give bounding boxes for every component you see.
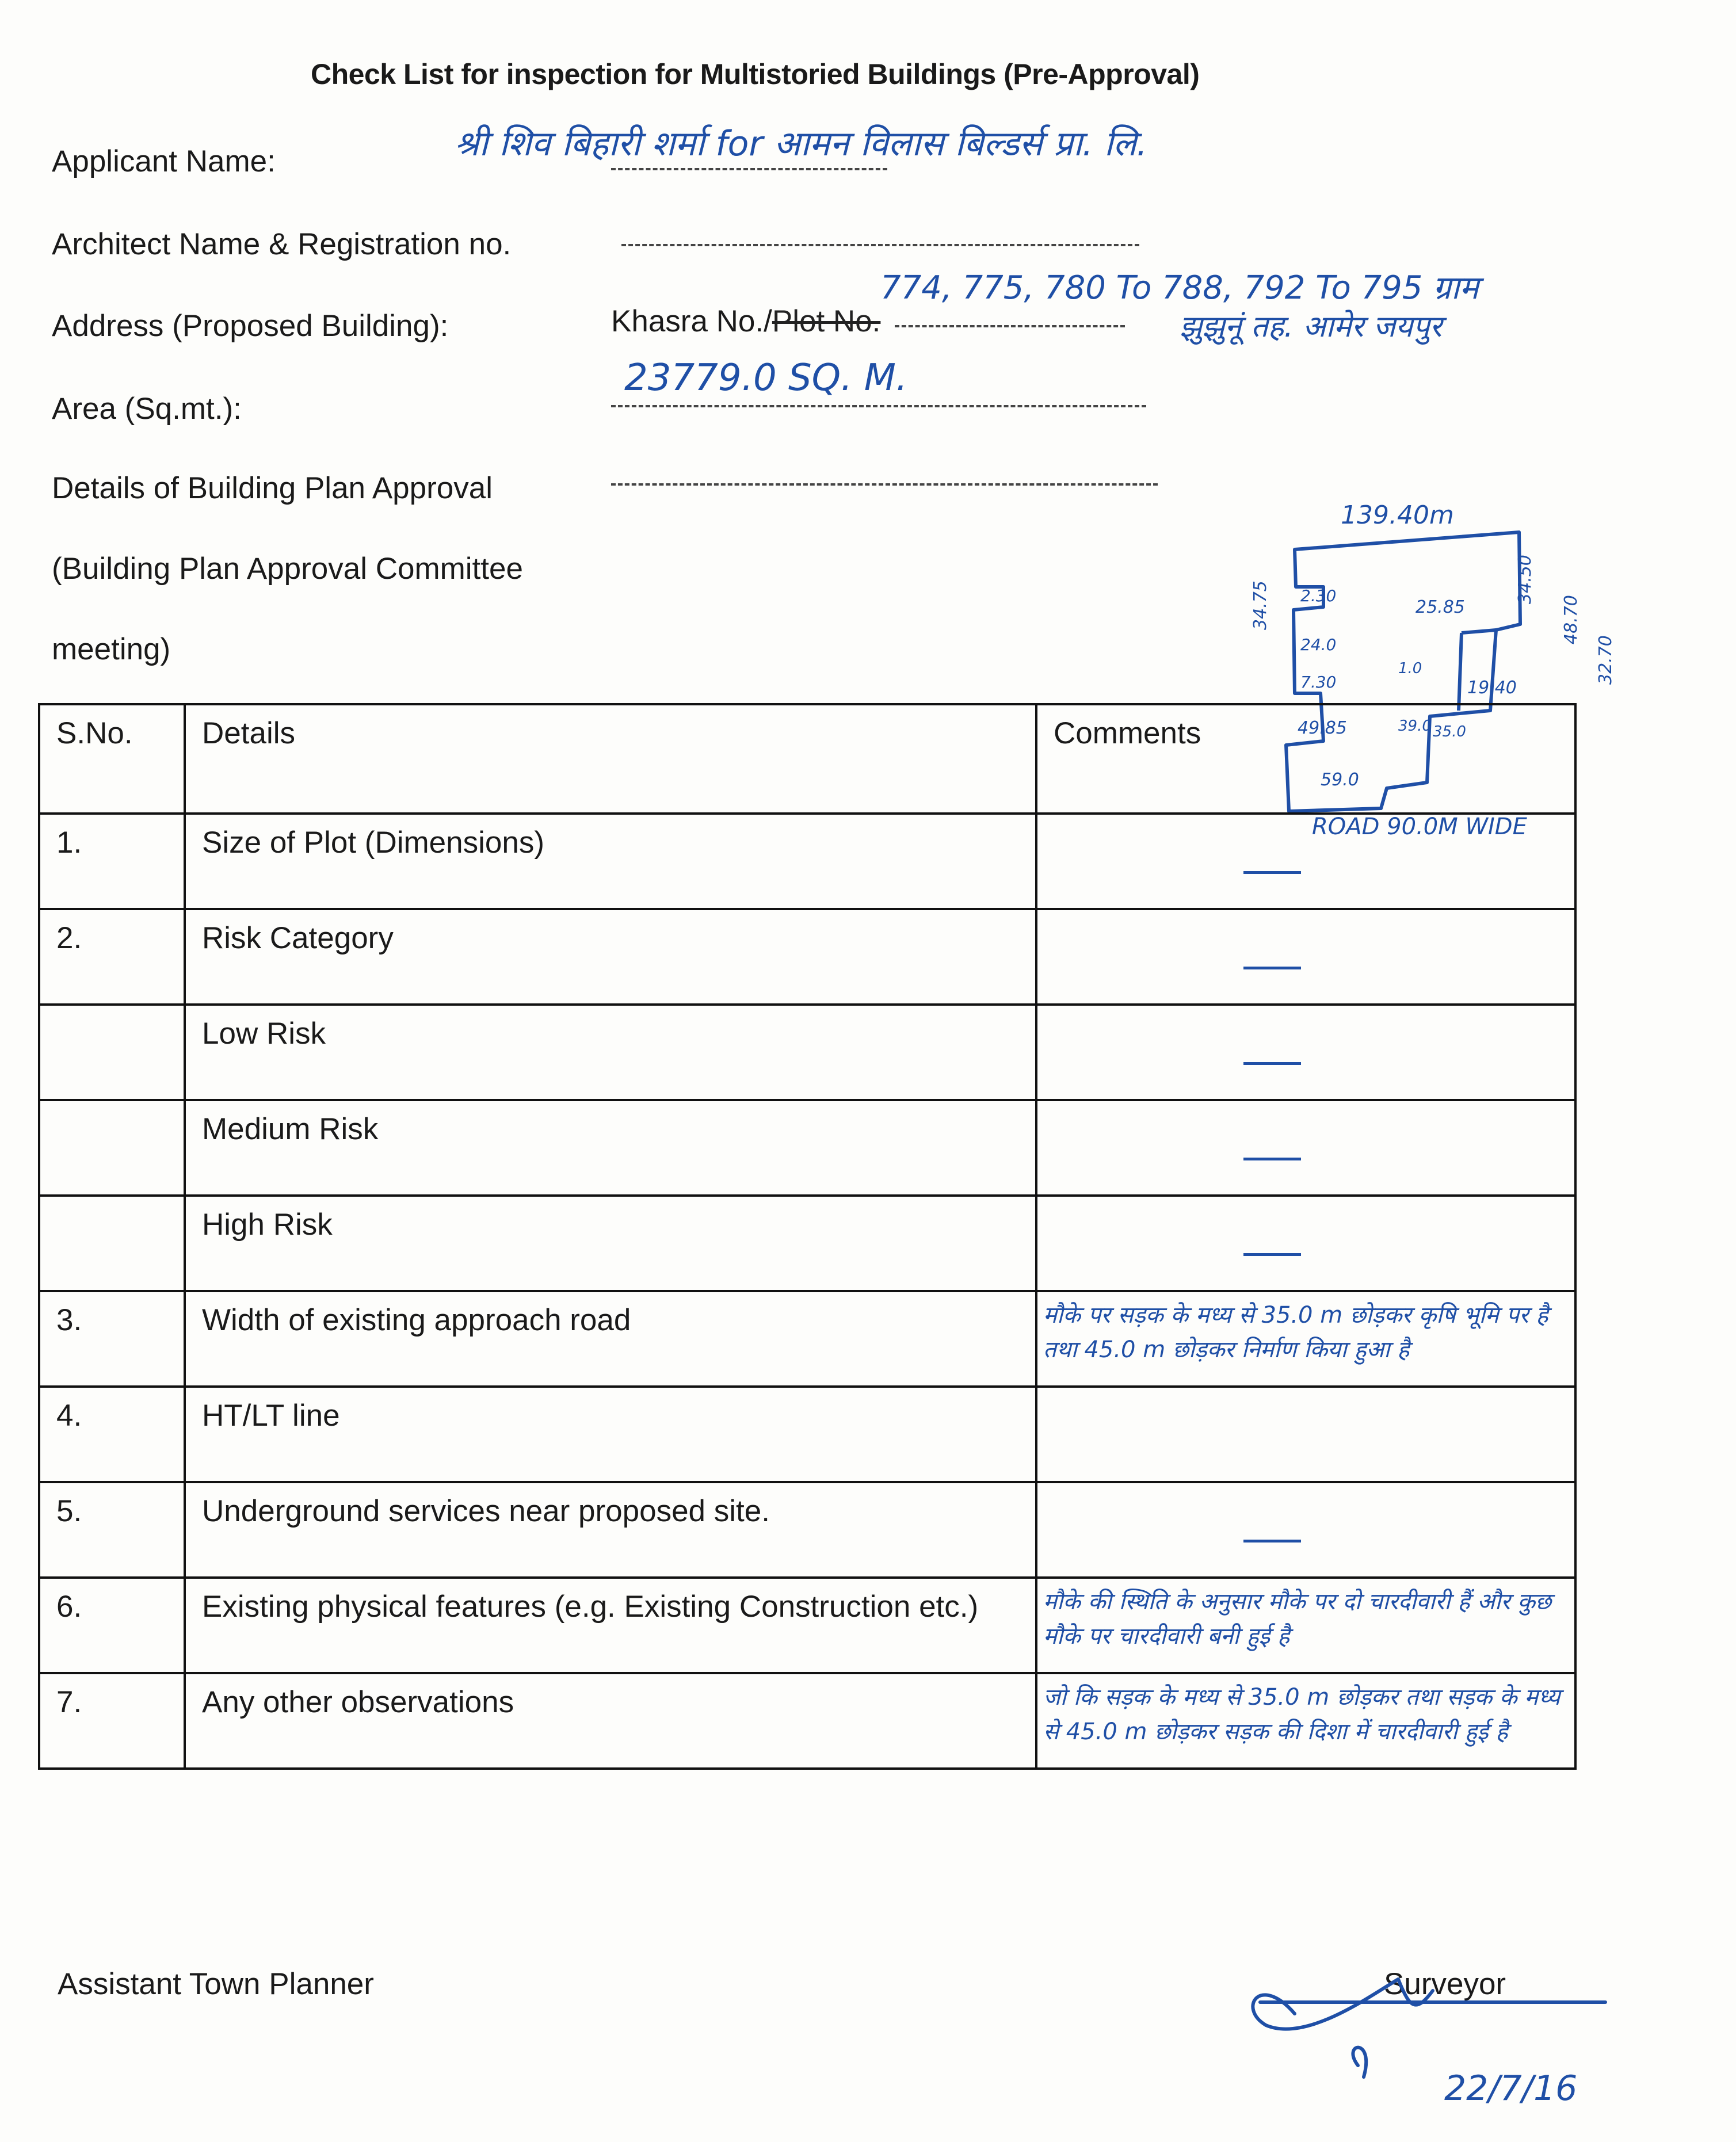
row-details: Medium Risk (185, 1100, 1036, 1196)
row-sno: 4. (39, 1387, 185, 1482)
bpa-line (611, 483, 1158, 486)
row-details: Size of Plot (Dimensions) (185, 814, 1036, 909)
table-row (39, 1387, 1575, 1482)
comment-dash (1243, 871, 1301, 874)
row-sno (39, 1100, 185, 1196)
area-label: Area (Sq.mt.): (52, 392, 242, 426)
sketch-label-9: 39.0 (1398, 717, 1432, 735)
row-details: High Risk (185, 1196, 1036, 1291)
footer-assistant-town-planner: Assistant Town Planner (58, 1967, 374, 2001)
row-details: Any other observations (185, 1673, 1036, 1769)
khasra-label (611, 304, 880, 339)
comment-dash (1243, 1253, 1301, 1256)
table-row (39, 1100, 1575, 1196)
row-comment (1036, 1482, 1575, 1578)
applicant-name-handwriting: श्री शिव बिहारी शर्मा for आमन विलास बिल्डर्स प्रा. लि. (455, 124, 1148, 164)
khasra-text: Khasra No./ (611, 304, 772, 338)
row-comment (1036, 1005, 1575, 1100)
row-sno: 6. (39, 1578, 185, 1673)
comment-dash (1243, 1158, 1301, 1160)
sketch-label-8: 35.0 (1433, 723, 1466, 740)
khasra-handwriting: 774, 775, 780 To 788, 792 To 795 ग्राम (880, 269, 1479, 307)
bpa-label: Details of Building Plan Approval (52, 471, 493, 505)
table-row (39, 1291, 1575, 1387)
row-sno: 7. (39, 1673, 185, 1769)
footer-surveyor: Surveyor (1384, 1967, 1506, 2001)
sketch-right-dimension: 34.50 (1515, 555, 1535, 604)
table-row (39, 1578, 1575, 1673)
sketch-label-1: 24.0 (1300, 635, 1337, 654)
row-details: Width of existing approach road (185, 1291, 1036, 1387)
row-details: Risk Category (185, 909, 1036, 1005)
header-sno: S.No. (39, 704, 185, 814)
sketch-label-0: 2.30 (1300, 586, 1337, 605)
bpa-sublabel-2: meeting) (52, 632, 171, 666)
row-comment (1036, 1291, 1575, 1387)
address-label: Address (Proposed Building): (52, 309, 449, 343)
checklist-table (38, 703, 1577, 1770)
area-handwriting: 23779.0 SQ. M. (624, 357, 908, 399)
comment-dash (1243, 967, 1301, 969)
row-comment (1036, 909, 1575, 1005)
table-row (39, 1005, 1575, 1100)
table-row (39, 1482, 1575, 1578)
signature-date: 22/7/16 (1444, 2068, 1578, 2109)
comment-dash (1243, 1062, 1301, 1065)
sketch-label-6: 19.40 (1467, 678, 1517, 698)
sketch-right-outer-2: 32.70 (1596, 635, 1616, 685)
comment-dash (1243, 1540, 1301, 1542)
row-details: HT/LT line (185, 1387, 1036, 1482)
sketch-label-3: 49.85 (1298, 718, 1347, 738)
row-comment (1036, 1387, 1575, 1482)
table-row (39, 1196, 1575, 1291)
plot-no-struck: Plot No. (772, 304, 881, 338)
comment-handwriting: मौके की स्थिति के अनुसार मौके पर दो चारदीवारी हैं और कुछ मौके पर चारदीवारी बनी हुई है (1043, 1589, 1552, 1650)
sketch-label-5: 25.85 (1415, 597, 1465, 617)
checklist-table-wrapper (38, 703, 1577, 1770)
row-details: Low Risk (185, 1005, 1036, 1100)
row-comment (1036, 1196, 1575, 1291)
row-details: Existing physical features (e.g. Existing Construction etc.) (185, 1578, 1036, 1673)
sketch-label-7: 1.0 (1398, 660, 1422, 677)
row-comment (1036, 1100, 1575, 1196)
sketch-right-outer-1: 48.70 (1561, 595, 1581, 644)
bpa-sublabel-1: (Building Plan Approval Committee (52, 552, 523, 586)
comment-handwriting: जो कि सड़क के मध्य से 35.0 m छोड़कर तथा सड़क के मध्य से 45.0 m छोड़कर सड़क की दिशा में चारदीवारी हुई है (1043, 1684, 1561, 1745)
area-line (611, 405, 1146, 407)
row-comment (1036, 1578, 1575, 1673)
header-comments: Comments (1036, 704, 1575, 814)
table-header-row (39, 704, 1575, 814)
row-sno: 3. (39, 1291, 185, 1387)
row-sno: 1. (39, 814, 185, 909)
row-sno (39, 1005, 185, 1100)
address-line (895, 325, 1125, 327)
sketch-road-label: ROAD 90.0M WIDE (1312, 814, 1527, 840)
sketch-top-dimension: 139.40m (1341, 501, 1454, 530)
row-details: Underground services near proposed site. (185, 1482, 1036, 1578)
applicant-name-line (611, 168, 887, 170)
table-row (39, 814, 1575, 909)
architect-label: Architect Name & Registration no. (52, 227, 512, 261)
header-details: Details (185, 704, 1036, 814)
table-row (39, 909, 1575, 1005)
sketch-label-2: 7.30 (1300, 673, 1337, 692)
document-title: Check List for inspection for Multistoried Buildings (Pre-Approval) (311, 58, 1200, 90)
row-comment (1036, 814, 1575, 909)
comment-handwriting: मौके पर सड़क के मध्य से 35.0 m छोड़कर कृषि भूमि पर है तथा 45.0 m छोड़कर निर्माण किया हुआ है (1043, 1302, 1548, 1363)
row-sno (39, 1196, 185, 1291)
architect-line (621, 244, 1139, 246)
surveyor-signature (1226, 1927, 1628, 2117)
khasra-handwriting-line2: झुझुनूं तह. आमेर जयपुर (1180, 310, 1442, 344)
row-comment (1036, 1673, 1575, 1769)
table-row (39, 1673, 1575, 1769)
sketch-label-4: 59.0 (1321, 770, 1359, 790)
applicant-name-label: Applicant Name: (52, 144, 276, 178)
sketch-left-dimension: 34.75 (1250, 581, 1270, 630)
row-sno: 5. (39, 1482, 185, 1578)
row-sno: 2. (39, 909, 185, 1005)
